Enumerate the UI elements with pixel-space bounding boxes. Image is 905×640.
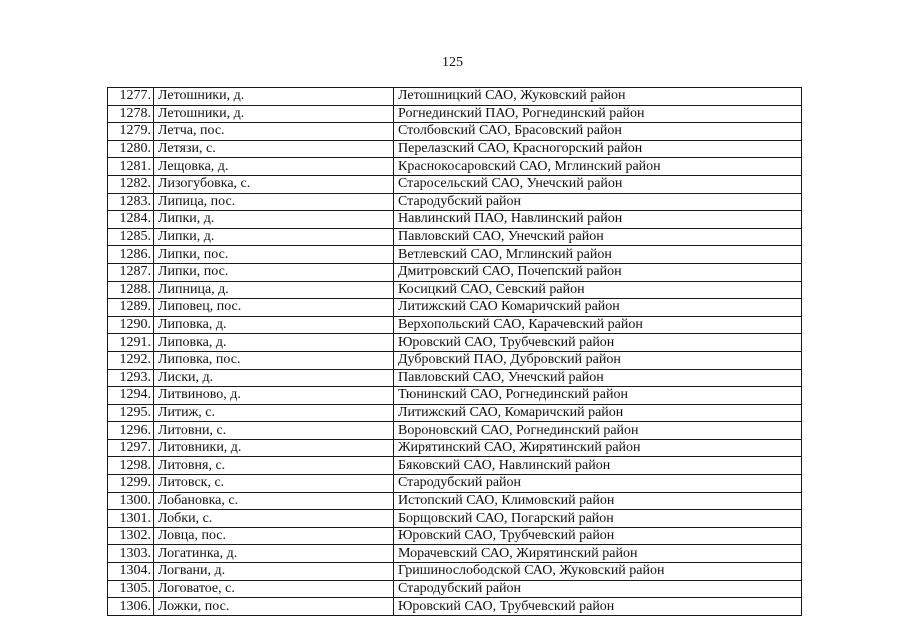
settlement-name-cell: Липица, пос. <box>154 193 394 211</box>
table-row <box>108 175 802 193</box>
table-row <box>108 404 802 422</box>
administrative-area-cell: Бяковский САО, Навлинский район <box>394 457 802 475</box>
settlement-name-cell: Логоватое, с. <box>154 580 394 598</box>
settlement-name-cell: Литовники, д. <box>154 439 394 457</box>
administrative-area-cell: Тюнинский САО, Рогнединский район <box>394 387 802 405</box>
row-number-cell: 1283. <box>108 193 154 211</box>
row-number-cell: 1289. <box>108 299 154 317</box>
row-number-cell: 1288. <box>108 281 154 299</box>
table-row <box>108 140 802 158</box>
administrative-area-cell: Рогнединский ПАО, Рогнединский район <box>394 105 802 123</box>
table-row <box>108 158 802 176</box>
settlement-name-cell: Липки, д. <box>154 211 394 229</box>
table-row <box>108 457 802 475</box>
administrative-area-cell: Столбовский САО, Брасовский район <box>394 123 802 141</box>
table-row <box>108 246 802 264</box>
table-row <box>108 510 802 528</box>
administrative-area-cell: Борщовский САО, Погарский район <box>394 510 802 528</box>
administrative-area-cell: Павловский САО, Унечский район <box>394 369 802 387</box>
administrative-area-cell: Морачевский САО, Жирятинский район <box>394 545 802 563</box>
row-number-cell: 1290. <box>108 316 154 334</box>
settlement-name-cell: Ложки, пос. <box>154 598 394 616</box>
settlement-name-cell: Логатинка, д. <box>154 545 394 563</box>
settlement-name-cell: Литовск, с. <box>154 475 394 493</box>
row-number-cell: 1301. <box>108 510 154 528</box>
row-number-cell: 1280. <box>108 140 154 158</box>
row-number-cell: 1277. <box>108 88 154 106</box>
administrative-area-cell: Юровский САО, Трубчевский район <box>394 527 802 545</box>
administrative-area-cell: Юровский САО, Трубчевский район <box>394 598 802 616</box>
row-number-cell: 1291. <box>108 334 154 352</box>
administrative-area-cell: Павловский САО, Унечский район <box>394 228 802 246</box>
table-row <box>108 228 802 246</box>
settlement-name-cell: Липовка, пос. <box>154 351 394 369</box>
administrative-area-cell: Литижский САО Комаричский район <box>394 299 802 317</box>
settlement-name-cell: Липки, д. <box>154 228 394 246</box>
table-row <box>108 105 802 123</box>
settlement-name-cell: Летязи, с. <box>154 140 394 158</box>
row-number-cell: 1306. <box>108 598 154 616</box>
row-number-cell: 1286. <box>108 246 154 264</box>
administrative-area-cell: Вороновский САО, Рогнединский район <box>394 422 802 440</box>
settlement-name-cell: Лиски, д. <box>154 369 394 387</box>
administrative-area-cell: Истопский САО, Климовский район <box>394 492 802 510</box>
settlement-name-cell: Литвиново, д. <box>154 387 394 405</box>
settlement-name-cell: Липки, пос. <box>154 246 394 264</box>
row-number-cell: 1279. <box>108 123 154 141</box>
settlement-name-cell: Липовка, д. <box>154 316 394 334</box>
row-number-cell: 1296. <box>108 422 154 440</box>
row-number-cell: 1278. <box>108 105 154 123</box>
row-number-cell: 1293. <box>108 369 154 387</box>
administrative-area-cell: Гришинослободской САО, Жуковский район <box>394 563 802 581</box>
row-number-cell: 1287. <box>108 263 154 281</box>
administrative-area-cell: Ветлевский САО, Мглинский район <box>394 246 802 264</box>
administrative-area-cell: Косицкий САО, Севский район <box>394 281 802 299</box>
row-number-cell: 1282. <box>108 175 154 193</box>
row-number-cell: 1284. <box>108 211 154 229</box>
settlement-name-cell: Лобки, с. <box>154 510 394 528</box>
settlement-name-cell: Литовни, с. <box>154 422 394 440</box>
table-row <box>108 334 802 352</box>
row-number-cell: 1294. <box>108 387 154 405</box>
table-row <box>108 422 802 440</box>
row-number-cell: 1303. <box>108 545 154 563</box>
settlement-name-cell: Летошники, д. <box>154 88 394 106</box>
table-row <box>108 281 802 299</box>
row-number-cell: 1281. <box>108 158 154 176</box>
table-row <box>108 123 802 141</box>
row-number-cell: 1300. <box>108 492 154 510</box>
table-row <box>108 263 802 281</box>
row-number-cell: 1298. <box>108 457 154 475</box>
settlement-name-cell: Летча, пос. <box>154 123 394 141</box>
table-row <box>108 598 802 616</box>
table-row <box>108 88 802 106</box>
table-row <box>108 475 802 493</box>
table-row <box>108 299 802 317</box>
administrative-area-cell: Дмитровский САО, Почепский район <box>394 263 802 281</box>
page-number: 125 <box>442 55 463 70</box>
settlement-name-cell: Липовец, пос. <box>154 299 394 317</box>
settlement-name-cell: Липки, пос. <box>154 263 394 281</box>
row-number-cell: 1305. <box>108 580 154 598</box>
administrative-area-cell: Старосельский САО, Унечский район <box>394 175 802 193</box>
table-row <box>108 193 802 211</box>
administrative-area-cell: Дубровский ПАО, Дубровский район <box>394 351 802 369</box>
administrative-area-cell: Перелазский САО, Красногорский район <box>394 140 802 158</box>
administrative-area-cell: Верхопольский САО, Карачевский район <box>394 316 802 334</box>
table-row <box>108 316 802 334</box>
settlement-name-cell: Лобановка, с. <box>154 492 394 510</box>
row-number-cell: 1292. <box>108 351 154 369</box>
row-number-cell: 1297. <box>108 439 154 457</box>
settlement-name-cell: Литиж, с. <box>154 404 394 422</box>
table-row <box>108 387 802 405</box>
table-row <box>108 351 802 369</box>
administrative-area-cell: Юровский САО, Трубчевский район <box>394 334 802 352</box>
settlement-name-cell: Лещовка, д. <box>154 158 394 176</box>
settlements-table <box>107 87 802 616</box>
row-number-cell: 1285. <box>108 228 154 246</box>
settlement-name-cell: Летошники, д. <box>154 105 394 123</box>
settlement-name-cell: Ловца, пос. <box>154 527 394 545</box>
settlement-name-cell: Липовка, д. <box>154 334 394 352</box>
table-row <box>108 563 802 581</box>
settlement-name-cell: Липница, д. <box>154 281 394 299</box>
administrative-area-cell: Стародубский район <box>394 580 802 598</box>
administrative-area-cell: Навлинский ПАО, Навлинский район <box>394 211 802 229</box>
administrative-area-cell: Летошницкий САО, Жуковский район <box>394 88 802 106</box>
table-row <box>108 545 802 563</box>
table-row <box>108 369 802 387</box>
administrative-area-cell: Жирятинский САО, Жирятинский район <box>394 439 802 457</box>
row-number-cell: 1304. <box>108 563 154 581</box>
table-row <box>108 580 802 598</box>
table-row <box>108 527 802 545</box>
administrative-area-cell: Стародубский район <box>394 193 802 211</box>
table-row <box>108 492 802 510</box>
administrative-area-cell: Стародубский район <box>394 475 802 493</box>
settlement-name-cell: Логвани, д. <box>154 563 394 581</box>
settlement-name-cell: Литовня, с. <box>154 457 394 475</box>
table-row <box>108 211 802 229</box>
settlement-name-cell: Лизогубовка, с. <box>154 175 394 193</box>
administrative-area-cell: Краснокосаровский САО, Мглинский район <box>394 158 802 176</box>
row-number-cell: 1299. <box>108 475 154 493</box>
table-body <box>108 88 802 616</box>
row-number-cell: 1302. <box>108 527 154 545</box>
row-number-cell: 1295. <box>108 404 154 422</box>
administrative-area-cell: Литижский САО, Комаричский район <box>394 404 802 422</box>
table-row <box>108 439 802 457</box>
